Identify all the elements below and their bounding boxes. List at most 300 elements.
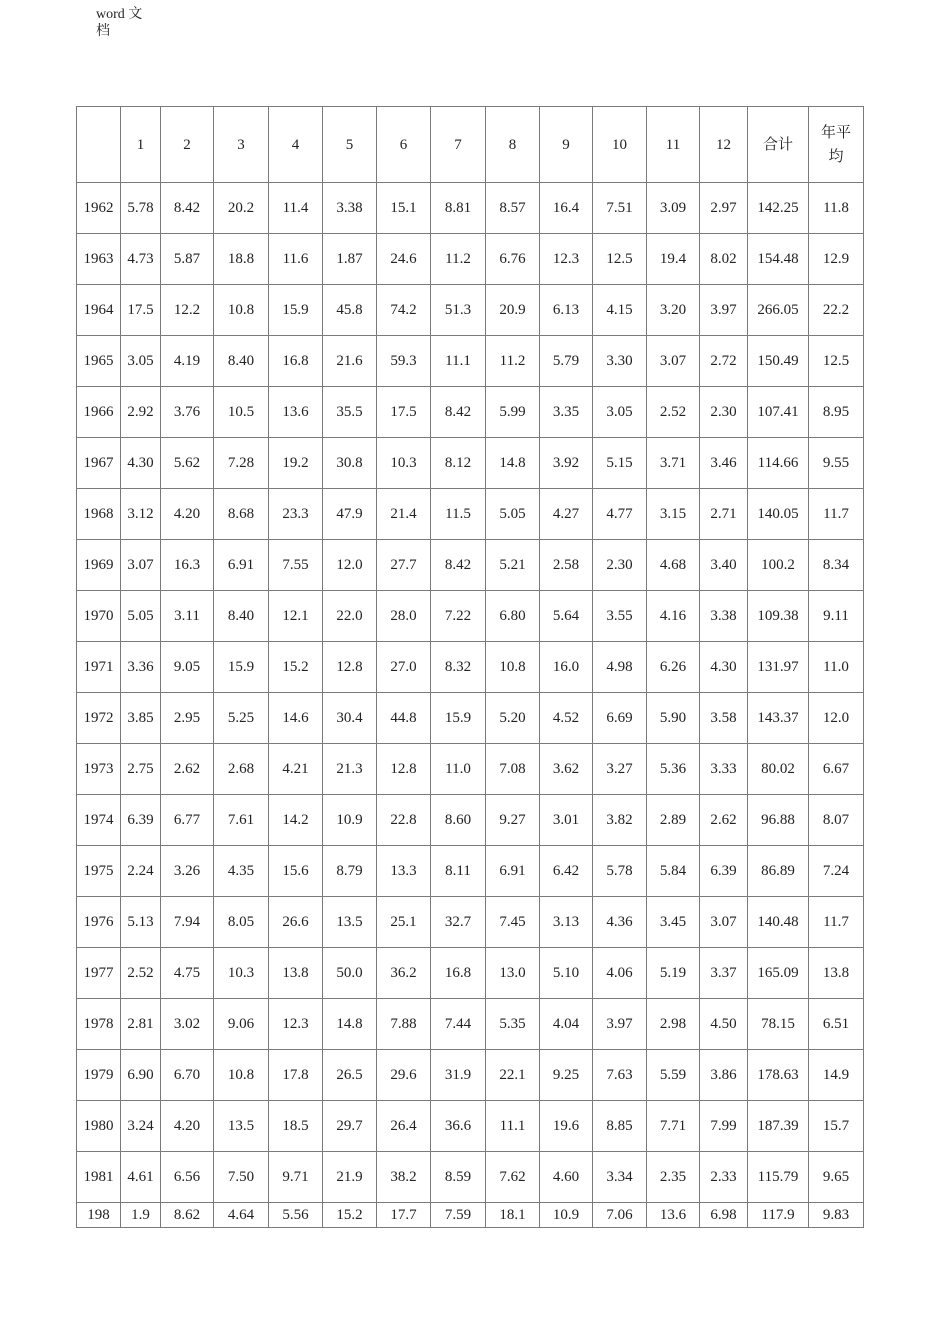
value-cell: 8.62 [161,1203,214,1228]
column-header: 10 [593,107,647,183]
column-header: 4 [269,107,323,183]
value-cell: 12.3 [540,234,593,285]
year-cell: 1980 [77,1101,121,1152]
value-cell: 4.19 [161,336,214,387]
value-cell: 4.20 [161,1101,214,1152]
value-cell: 10.8 [214,1050,269,1101]
value-cell: 22.0 [323,591,377,642]
year-cell: 1968 [77,489,121,540]
table-row [77,285,864,336]
value-cell: 11.7 [809,897,864,948]
value-cell: 30.4 [323,693,377,744]
value-cell: 17.7 [377,1203,431,1228]
value-cell: 14.6 [269,693,323,744]
value-cell: 59.3 [377,336,431,387]
value-cell: 3.30 [593,336,647,387]
table-row [77,234,864,285]
value-cell: 7.08 [486,744,540,795]
year-cell: 1963 [77,234,121,285]
header-row [77,107,864,183]
table-row [77,642,864,693]
value-cell: 11.6 [269,234,323,285]
value-cell: 13.0 [486,948,540,999]
value-cell: 7.99 [700,1101,748,1152]
value-cell: 2.52 [647,387,700,438]
value-cell: 6.70 [161,1050,214,1101]
value-cell: 15.9 [431,693,486,744]
value-cell: 5.99 [486,387,540,438]
value-cell: 150.49 [748,336,809,387]
value-cell: 2.62 [700,795,748,846]
column-header [809,107,864,183]
value-cell: 142.25 [748,183,809,234]
value-cell: 9.25 [540,1050,593,1101]
value-cell: 15.1 [377,183,431,234]
value-cell: 3.13 [540,897,593,948]
value-cell: 16.4 [540,183,593,234]
value-cell: 3.76 [161,387,214,438]
value-cell: 3.92 [540,438,593,489]
value-cell: 14.8 [486,438,540,489]
value-cell: 4.06 [593,948,647,999]
value-cell: 15.2 [269,642,323,693]
value-cell: 10.5 [214,387,269,438]
value-cell: 13.6 [269,387,323,438]
value-cell: 17.5 [121,285,161,336]
value-cell: 7.06 [593,1203,647,1228]
value-cell: 3.71 [647,438,700,489]
year-cell: 1966 [77,387,121,438]
value-cell: 32.7 [431,897,486,948]
value-cell: 12.0 [809,693,864,744]
year-cell: 1976 [77,897,121,948]
value-cell: 96.88 [748,795,809,846]
value-cell: 8.79 [323,846,377,897]
value-cell: 4.98 [593,642,647,693]
value-cell: 9.05 [161,642,214,693]
value-cell: 6.77 [161,795,214,846]
value-cell: 4.77 [593,489,647,540]
value-cell: 4.60 [540,1152,593,1203]
year-cell: 1964 [77,285,121,336]
value-cell: 9.11 [809,591,864,642]
column-header: 3 [214,107,269,183]
value-cell: 3.26 [161,846,214,897]
value-cell: 18.1 [486,1203,540,1228]
value-cell: 2.24 [121,846,161,897]
value-cell: 23.3 [269,489,323,540]
value-cell: 45.8 [323,285,377,336]
value-cell: 11.0 [809,642,864,693]
value-cell: 4.64 [214,1203,269,1228]
value-cell: 4.04 [540,999,593,1050]
year-cell: 1981 [77,1152,121,1203]
table-row [77,387,864,438]
value-cell: 3.46 [700,438,748,489]
column-header [77,107,121,183]
value-cell: 3.09 [647,183,700,234]
value-cell: 7.62 [486,1152,540,1203]
value-cell: 2.72 [700,336,748,387]
value-cell: 26.4 [377,1101,431,1152]
value-cell: 187.39 [748,1101,809,1152]
value-cell: 5.05 [121,591,161,642]
value-cell: 12.9 [809,234,864,285]
value-cell: 6.91 [486,846,540,897]
column-header: 9 [540,107,593,183]
table-header [77,107,864,183]
value-cell: 11.5 [431,489,486,540]
value-cell: 8.57 [486,183,540,234]
value-cell: 3.82 [593,795,647,846]
year-cell: 1967 [77,438,121,489]
value-cell: 12.5 [809,336,864,387]
table-row [77,897,864,948]
value-cell: 3.58 [700,693,748,744]
value-cell: 2.95 [161,693,214,744]
value-cell: 27.0 [377,642,431,693]
value-cell: 29.7 [323,1101,377,1152]
value-cell: 2.68 [214,744,269,795]
value-cell: 5.59 [647,1050,700,1101]
value-cell: 15.6 [269,846,323,897]
value-cell: 36.6 [431,1101,486,1152]
value-cell: 3.40 [700,540,748,591]
value-cell: 6.42 [540,846,593,897]
value-cell: 6.56 [161,1152,214,1203]
value-cell: 22.8 [377,795,431,846]
value-cell: 3.36 [121,642,161,693]
value-cell: 16.8 [269,336,323,387]
value-cell: 12.8 [323,642,377,693]
value-cell: 4.16 [647,591,700,642]
value-cell: 4.50 [700,999,748,1050]
value-cell: 6.67 [809,744,864,795]
value-cell: 5.78 [593,846,647,897]
value-cell: 3.15 [647,489,700,540]
value-cell: 9.65 [809,1152,864,1203]
value-cell: 114.66 [748,438,809,489]
value-cell: 5.36 [647,744,700,795]
value-cell: 3.07 [700,897,748,948]
value-cell: 3.97 [700,285,748,336]
value-cell: 8.40 [214,591,269,642]
table-row [77,999,864,1050]
value-cell: 11.2 [431,234,486,285]
value-cell: 10.9 [323,795,377,846]
table-row [77,948,864,999]
value-cell: 7.24 [809,846,864,897]
value-cell: 14.8 [323,999,377,1050]
value-cell: 15.2 [323,1203,377,1228]
value-cell: 14.2 [269,795,323,846]
table-row [77,336,864,387]
value-cell: 20.2 [214,183,269,234]
value-cell: 5.87 [161,234,214,285]
value-cell: 6.39 [700,846,748,897]
column-header: 合计 [748,107,809,183]
value-cell: 109.38 [748,591,809,642]
column-header: 6 [377,107,431,183]
value-cell: 12.2 [161,285,214,336]
value-cell: 5.84 [647,846,700,897]
value-cell: 5.19 [647,948,700,999]
value-cell: 117.9 [748,1203,809,1228]
value-cell: 4.35 [214,846,269,897]
document-header-label: word 文档 [96,7,143,39]
monthly-data-table [76,106,864,1228]
column-header: 7 [431,107,486,183]
value-cell: 7.71 [647,1101,700,1152]
table-row [77,795,864,846]
value-cell: 2.35 [647,1152,700,1203]
value-cell: 18.8 [214,234,269,285]
column-header: 2 [161,107,214,183]
value-cell: 140.05 [748,489,809,540]
value-cell: 19.6 [540,1101,593,1152]
value-cell: 7.63 [593,1050,647,1101]
value-cell: 25.1 [377,897,431,948]
value-cell: 78.15 [748,999,809,1050]
year-cell: 1969 [77,540,121,591]
value-cell: 13.5 [214,1101,269,1152]
value-cell: 266.05 [748,285,809,336]
table-row [77,1101,864,1152]
value-cell: 2.62 [161,744,214,795]
year-cell: 1965 [77,336,121,387]
value-cell: 3.07 [121,540,161,591]
value-cell: 13.5 [323,897,377,948]
value-cell: 86.89 [748,846,809,897]
value-cell: 50.0 [323,948,377,999]
value-cell: 5.79 [540,336,593,387]
value-cell: 7.51 [593,183,647,234]
value-cell: 13.3 [377,846,431,897]
year-cell: 1978 [77,999,121,1050]
value-cell: 11.1 [431,336,486,387]
value-cell: 5.20 [486,693,540,744]
value-cell: 21.9 [323,1152,377,1203]
value-cell: 100.2 [748,540,809,591]
value-cell: 6.90 [121,1050,161,1101]
value-cell: 4.27 [540,489,593,540]
value-cell: 15.9 [269,285,323,336]
value-cell: 8.32 [431,642,486,693]
value-cell: 6.39 [121,795,161,846]
value-cell: 16.8 [431,948,486,999]
value-cell: 5.78 [121,183,161,234]
value-cell: 1.9 [121,1203,161,1228]
value-cell: 4.52 [540,693,593,744]
table-row [77,183,864,234]
value-cell: 30.8 [323,438,377,489]
value-cell: 6.80 [486,591,540,642]
value-cell: 4.30 [121,438,161,489]
value-cell: 4.61 [121,1152,161,1203]
value-cell: 2.71 [700,489,748,540]
year-cell: 1977 [77,948,121,999]
value-cell: 8.05 [214,897,269,948]
value-cell: 3.20 [647,285,700,336]
value-cell: 8.42 [431,387,486,438]
value-cell: 3.97 [593,999,647,1050]
value-cell: 3.05 [121,336,161,387]
value-cell: 7.88 [377,999,431,1050]
value-cell: 8.40 [214,336,269,387]
value-cell: 131.97 [748,642,809,693]
value-cell: 8.59 [431,1152,486,1203]
table-row [77,489,864,540]
value-cell: 3.62 [540,744,593,795]
column-header: 12 [700,107,748,183]
value-cell: 5.64 [540,591,593,642]
value-cell: 24.6 [377,234,431,285]
value-cell: 140.48 [748,897,809,948]
value-cell: 3.11 [161,591,214,642]
value-cell: 4.73 [121,234,161,285]
value-cell: 2.30 [593,540,647,591]
value-cell: 8.68 [214,489,269,540]
value-cell: 10.8 [214,285,269,336]
value-cell: 7.50 [214,1152,269,1203]
value-cell: 51.3 [431,285,486,336]
value-cell: 2.98 [647,999,700,1050]
value-cell: 2.89 [647,795,700,846]
value-cell: 3.05 [593,387,647,438]
value-cell: 3.38 [323,183,377,234]
value-cell: 5.21 [486,540,540,591]
value-cell: 44.8 [377,693,431,744]
column-header: 1 [121,107,161,183]
value-cell: 5.13 [121,897,161,948]
value-cell: 8.02 [700,234,748,285]
value-cell: 12.3 [269,999,323,1050]
value-cell: 36.2 [377,948,431,999]
value-cell: 4.68 [647,540,700,591]
value-cell: 12.0 [323,540,377,591]
value-cell: 80.02 [748,744,809,795]
value-cell: 4.21 [269,744,323,795]
value-cell: 11.1 [486,1101,540,1152]
value-cell: 7.94 [161,897,214,948]
value-cell: 3.12 [121,489,161,540]
value-cell: 12.1 [269,591,323,642]
value-cell: 3.38 [700,591,748,642]
value-cell: 4.75 [161,948,214,999]
value-cell: 10.3 [377,438,431,489]
value-cell: 3.02 [161,999,214,1050]
year-cell: 1970 [77,591,121,642]
value-cell: 7.45 [486,897,540,948]
value-cell: 10.8 [486,642,540,693]
value-cell: 38.2 [377,1152,431,1203]
value-cell: 3.24 [121,1101,161,1152]
value-cell: 3.45 [647,897,700,948]
value-cell: 19.2 [269,438,323,489]
value-cell: 3.01 [540,795,593,846]
value-cell: 22.1 [486,1050,540,1101]
value-cell: 16.3 [161,540,214,591]
value-cell: 27.7 [377,540,431,591]
table-row [77,846,864,897]
value-cell: 21.3 [323,744,377,795]
value-cell: 154.48 [748,234,809,285]
value-cell: 4.30 [700,642,748,693]
value-cell: 6.51 [809,999,864,1050]
value-cell: 8.42 [161,183,214,234]
value-cell: 5.10 [540,948,593,999]
column-header-label: 年平均 [820,124,851,165]
value-cell: 7.59 [431,1203,486,1228]
value-cell: 12.8 [377,744,431,795]
value-cell: 9.71 [269,1152,323,1203]
value-cell: 6.26 [647,642,700,693]
value-cell: 3.34 [593,1152,647,1203]
value-cell: 3.35 [540,387,593,438]
value-cell: 3.33 [700,744,748,795]
value-cell: 2.33 [700,1152,748,1203]
value-cell: 14.9 [809,1050,864,1101]
table-row [77,1050,864,1101]
value-cell: 5.05 [486,489,540,540]
table-row [77,591,864,642]
value-cell: 3.55 [593,591,647,642]
value-cell: 11.7 [809,489,864,540]
value-cell: 8.42 [431,540,486,591]
value-cell: 5.56 [269,1203,323,1228]
value-cell: 8.07 [809,795,864,846]
value-cell: 9.83 [809,1203,864,1228]
value-cell: 8.85 [593,1101,647,1152]
value-cell: 47.9 [323,489,377,540]
value-cell: 31.9 [431,1050,486,1101]
value-cell: 5.15 [593,438,647,489]
value-cell: 20.9 [486,285,540,336]
value-cell: 74.2 [377,285,431,336]
value-cell: 3.37 [700,948,748,999]
value-cell: 178.63 [748,1050,809,1101]
value-cell: 165.09 [748,948,809,999]
value-cell: 19.4 [647,234,700,285]
table-row [77,1152,864,1203]
value-cell: 5.62 [161,438,214,489]
value-cell: 17.8 [269,1050,323,1101]
value-cell: 17.5 [377,387,431,438]
value-cell: 3.86 [700,1050,748,1101]
column-header: 8 [486,107,540,183]
value-cell: 13.8 [809,948,864,999]
year-cell: 1974 [77,795,121,846]
value-cell: 6.76 [486,234,540,285]
value-cell: 11.8 [809,183,864,234]
year-cell: 1962 [77,183,121,234]
value-cell: 28.0 [377,591,431,642]
value-cell: 26.6 [269,897,323,948]
value-cell: 21.6 [323,336,377,387]
table-row [77,1203,864,1228]
value-cell: 15.9 [214,642,269,693]
value-cell: 11.4 [269,183,323,234]
value-cell: 8.81 [431,183,486,234]
value-cell: 15.7 [809,1101,864,1152]
value-cell: 8.11 [431,846,486,897]
table-body [77,183,864,1228]
value-cell: 10.9 [540,1203,593,1228]
value-cell: 143.37 [748,693,809,744]
value-cell: 12.5 [593,234,647,285]
table-row [77,744,864,795]
value-cell: 107.41 [748,387,809,438]
